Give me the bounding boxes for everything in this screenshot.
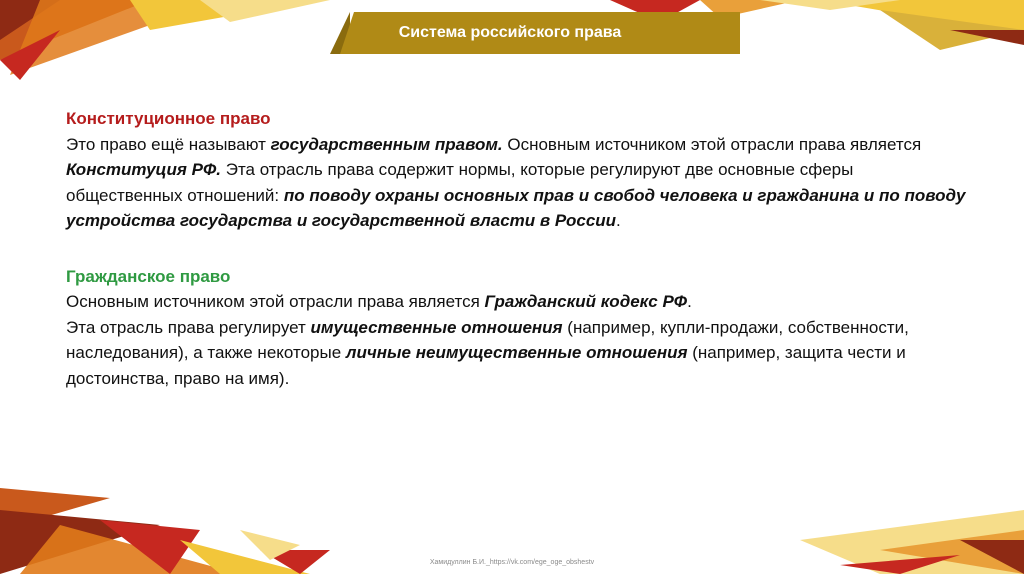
paragraph-constitutional	[66, 132, 966, 234]
section-gap	[66, 234, 966, 264]
deco-shape	[200, 0, 330, 22]
section-heading-civil: Гражданское право	[66, 266, 231, 286]
text-run: Это право ещё называют	[66, 134, 271, 154]
paragraph-civil-source	[66, 289, 966, 315]
slide-title: Система российского права	[398, 24, 622, 41]
text-run: Основным источником этой отрасли права является	[66, 292, 485, 311]
text-run: .	[616, 211, 621, 230]
emphasis-run: по поводу охраны основных прав и свобод человека и гражданина и по поводу устройства государства и государственной власти в России	[66, 185, 966, 230]
emphasis-run: государственным правом.	[270, 134, 503, 154]
section-heading-constitutional: Конституционное право	[66, 109, 271, 128]
slide-content	[66, 106, 966, 391]
footer-credit: Хамидуллин Б.И._https://vk.com/ege_oge_obshestv	[429, 559, 595, 566]
text-run: (например, купли-продажи, собственности, наследования), а также некоторые	[66, 317, 909, 362]
emphasis-run: имущественные отношения	[310, 317, 563, 337]
emphasis-run: личные неимущественные отношения	[345, 343, 688, 362]
emphasis-run: Конституция РФ.	[66, 160, 221, 179]
emphasis-run: Гражданский кодекс РФ	[484, 292, 688, 311]
text-run: Основным источником этой отрасли права является	[502, 134, 922, 154]
paragraph-civil-scope	[66, 315, 966, 392]
text-run: .	[687, 292, 692, 311]
text-run: Эта отрасль права регулирует	[66, 317, 311, 337]
text-run: (например, защита чести и достоинства, право на имя).	[66, 343, 906, 388]
text-run: Эта отрасль права содержит нормы, которые регулируют две основные сферы общественных отношений:	[66, 160, 854, 205]
